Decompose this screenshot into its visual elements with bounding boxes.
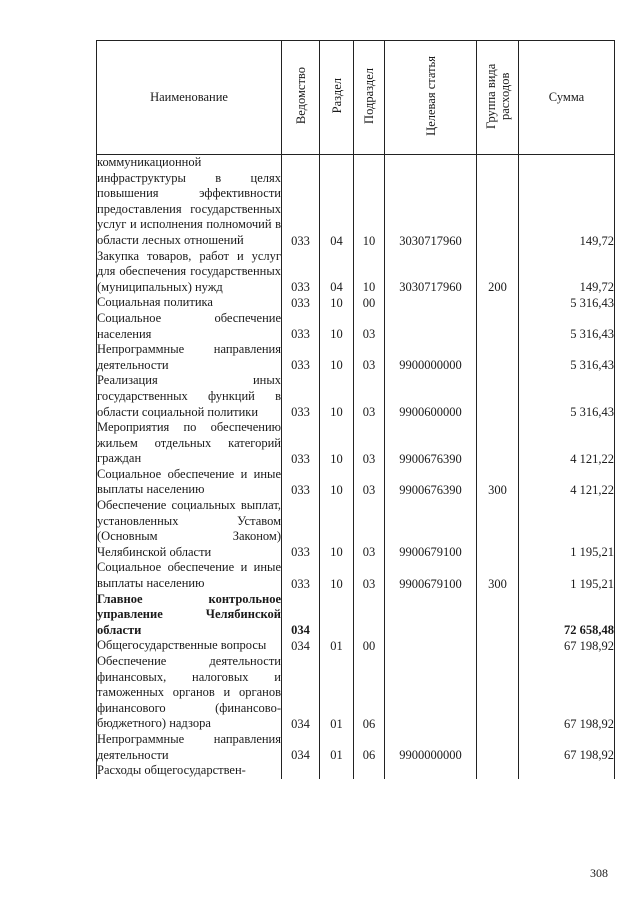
header-name: Наименование xyxy=(97,41,282,155)
cell-dept: 033 xyxy=(282,155,320,249)
header-section: Раздел xyxy=(320,41,354,155)
cell-target: 9900676390 xyxy=(385,420,477,467)
cell-subsection: 10 xyxy=(354,249,385,296)
page-number: 308 xyxy=(590,866,608,880)
cell-exp-group xyxy=(477,592,519,639)
cell-sum: 72 658,48 xyxy=(519,592,615,639)
cell-dept: 034 xyxy=(282,592,320,639)
budget-table xyxy=(96,40,615,779)
table-row xyxy=(97,732,615,763)
cell-subsection xyxy=(354,592,385,639)
cell-target xyxy=(385,654,477,732)
cell-target: 9900676390 xyxy=(385,467,477,498)
cell-sum: 5 316,43 xyxy=(519,342,615,373)
cell-target xyxy=(385,311,477,342)
cell-dept: 033 xyxy=(282,342,320,373)
cell-section: 10 xyxy=(320,373,354,420)
cell-subsection: 00 xyxy=(354,295,385,311)
table-row xyxy=(97,592,615,639)
cell-name: Социальное обеспечение и иные выплаты населению xyxy=(97,466,281,497)
cell-name: Социальная политика xyxy=(97,295,282,311)
cell-name: Расходы общегосударствен- xyxy=(97,763,282,779)
cell-sum: 67 198,92 xyxy=(519,732,615,763)
cell-section: 10 xyxy=(320,467,354,498)
header-target: Целевая статья xyxy=(385,41,477,155)
cell-sum: 67 198,92 xyxy=(519,654,615,732)
cell-subsection: 03 xyxy=(354,560,385,591)
cell-target: 9900679100 xyxy=(385,498,477,560)
cell-sum: 1 195,21 xyxy=(519,560,615,591)
cell-sum: 149,72 xyxy=(519,155,615,249)
table-row xyxy=(97,420,615,467)
cell-section: 01 xyxy=(320,732,354,763)
cell-name: Закупка товаров, работ и услуг для обеспечения государственных (муниципальных) нужд xyxy=(97,248,281,294)
cell-exp-group xyxy=(477,155,519,249)
header-dept: Ведомство xyxy=(282,41,320,155)
table-row xyxy=(97,560,615,591)
cell-dept: 033 xyxy=(282,498,320,560)
cell-section: 01 xyxy=(320,638,354,654)
table-row xyxy=(97,467,615,498)
cell-dept: 034 xyxy=(282,638,320,654)
cell-dept: 034 xyxy=(282,654,320,732)
cell-section: 10 xyxy=(320,498,354,560)
cell-section: 01 xyxy=(320,654,354,732)
cell-subsection: 03 xyxy=(354,373,385,420)
cell-name: Главное контрольное управление Челябинской области xyxy=(97,591,281,637)
cell-name: Непрограммные направления деятельности xyxy=(97,342,281,372)
cell-section: 10 xyxy=(320,342,354,373)
cell-exp-group xyxy=(477,295,519,311)
cell-exp-group: 300 xyxy=(477,560,519,591)
cell-exp-group xyxy=(477,498,519,560)
cell-subsection: 03 xyxy=(354,467,385,498)
cell-dept: 033 xyxy=(282,420,320,467)
cell-target xyxy=(385,638,477,654)
cell-sum: 4 121,22 xyxy=(519,420,615,467)
cell-section: 04 xyxy=(320,249,354,296)
cell-subsection: 03 xyxy=(354,420,385,467)
table-row xyxy=(97,763,615,779)
cell-dept: 033 xyxy=(282,311,320,342)
cell-target: 9900600000 xyxy=(385,373,477,420)
cell-target: 9900000000 xyxy=(385,342,477,373)
cell-target xyxy=(385,295,477,311)
cell-target: 3030717960 xyxy=(385,249,477,296)
cell-name: Социальное обеспечение населения xyxy=(97,310,281,341)
table-row xyxy=(97,373,615,420)
cell-exp-group xyxy=(477,373,519,420)
table-row xyxy=(97,654,615,732)
cell-target: 3030717960 xyxy=(385,155,477,249)
table-row xyxy=(97,638,615,654)
table-row xyxy=(97,311,615,342)
cell-exp-group xyxy=(477,732,519,763)
cell-name: Реализация иных государственных функций в области социальной политики xyxy=(97,373,281,419)
cell-dept: 033 xyxy=(282,249,320,296)
cell-name: коммуникационной инфраструктуры в целях повышения эффективности предоставления государственных услуг и исполнения полномочий в области лесных отношений xyxy=(97,155,281,247)
cell-target: 9900679100 xyxy=(385,560,477,591)
cell-name: Мероприятия по обеспечению жильем отдельных категорий граждан xyxy=(97,420,281,466)
table-row xyxy=(97,342,615,373)
cell-section xyxy=(320,592,354,639)
cell-dept: 033 xyxy=(282,560,320,591)
table-row xyxy=(97,155,615,249)
header-sum: Сумма xyxy=(519,41,615,155)
cell-name: Непрограммные направления деятельности xyxy=(97,731,281,762)
cell-exp-group xyxy=(477,654,519,732)
cell-section: 10 xyxy=(320,420,354,467)
cell-exp-group xyxy=(477,763,519,779)
cell-dept: 034 xyxy=(282,732,320,763)
cell-subsection: 06 xyxy=(354,654,385,732)
cell-dept: 033 xyxy=(282,373,320,420)
table-row xyxy=(97,498,615,560)
cell-dept xyxy=(282,763,320,779)
cell-sum xyxy=(519,763,615,779)
cell-exp-group: 200 xyxy=(477,249,519,296)
cell-section: 10 xyxy=(320,311,354,342)
cell-exp-group: 300 xyxy=(477,467,519,498)
cell-subsection xyxy=(354,763,385,779)
cell-exp-group xyxy=(477,342,519,373)
cell-subsection: 03 xyxy=(354,498,385,560)
cell-dept: 033 xyxy=(282,295,320,311)
cell-name: Обеспечение социальных выплат, установленных Уставом (Основным Законом) Челябинской области xyxy=(97,498,281,559)
cell-sum: 149,72 xyxy=(519,249,615,296)
cell-subsection: 06 xyxy=(354,732,385,763)
cell-sum: 1 195,21 xyxy=(519,498,615,560)
header-exp-group: Группа вида расходов xyxy=(477,41,519,155)
cell-dept: 033 xyxy=(282,467,320,498)
header-subsection: Подраздел xyxy=(354,41,385,155)
cell-subsection: 10 xyxy=(354,155,385,249)
cell-sum: 67 198,92 xyxy=(519,638,615,654)
cell-sum: 5 316,43 xyxy=(519,311,615,342)
cell-exp-group xyxy=(477,420,519,467)
cell-sum: 5 316,43 xyxy=(519,373,615,420)
cell-section xyxy=(320,763,354,779)
cell-target: 9900000000 xyxy=(385,732,477,763)
cell-sum: 4 121,22 xyxy=(519,467,615,498)
table-row xyxy=(97,295,615,311)
cell-exp-group xyxy=(477,311,519,342)
cell-name: Общегосударственные вопросы xyxy=(97,638,282,654)
cell-name: Социальное обеспечение и иные выплаты населению xyxy=(97,560,281,591)
table-row xyxy=(97,249,615,296)
cell-sum: 5 316,43 xyxy=(519,295,615,311)
cell-exp-group xyxy=(477,638,519,654)
cell-subsection: 03 xyxy=(354,342,385,373)
cell-subsection: 03 xyxy=(354,311,385,342)
cell-name: Обеспечение деятельности финансовых, налоговых и таможенных органов и органов финансового (финансово-бюджетного) надзора xyxy=(97,654,281,731)
cell-section: 10 xyxy=(320,295,354,311)
cell-target xyxy=(385,592,477,639)
cell-target xyxy=(385,763,477,779)
cell-section: 04 xyxy=(320,155,354,249)
cell-section: 10 xyxy=(320,560,354,591)
cell-subsection: 00 xyxy=(354,638,385,654)
table-header-row xyxy=(97,41,615,155)
